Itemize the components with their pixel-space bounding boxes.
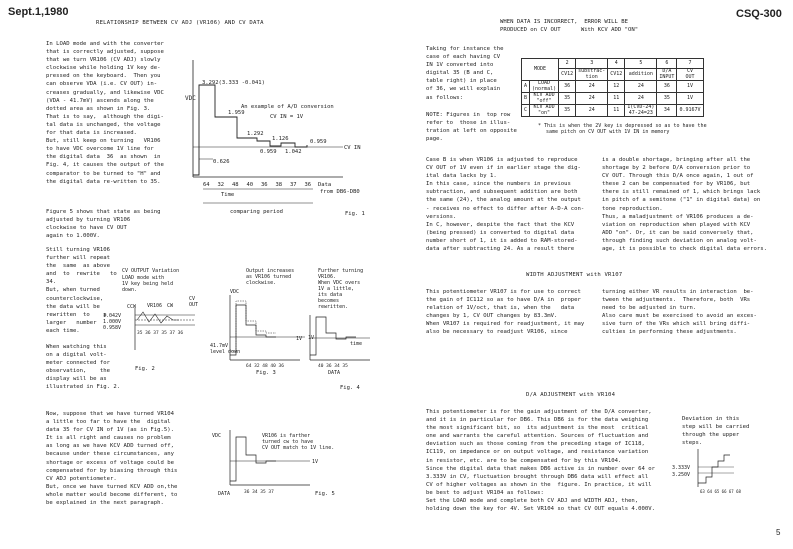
note-paragraph	[426, 111, 517, 143]
text-line: the most significant bit, so its adjustment is the most critical	[426, 425, 649, 432]
fig1-data-label: Data	[318, 182, 332, 188]
fig1-x-label: 37	[290, 182, 297, 188]
text-line: But, when turned	[46, 287, 100, 294]
text-line: NOTE: Figures in top row	[426, 112, 511, 118]
table-footnote-2: same pitch on CV OUT with 1V IN in memory	[546, 129, 670, 135]
th-addition: addition	[625, 69, 657, 81]
text-line: for that data is increased.	[46, 130, 137, 137]
text-line: because under these circumstances, any	[46, 451, 174, 458]
intro-paragraph	[46, 40, 164, 186]
fig4-nums: 40 36 34 35	[318, 364, 348, 369]
th-cv12-b: CV12	[608, 69, 625, 81]
text-line: in resistor, etc. are to be compensated for by this VR104.	[426, 457, 622, 464]
fig1-caption: Fig. 1	[345, 211, 365, 217]
fig1-x-label: 64	[203, 182, 210, 188]
table-cell: 24	[576, 81, 608, 93]
fig5-desc: VR106 is farther turned cw to have CV OUT match to 1V line.	[262, 433, 335, 451]
text-line: versions.	[426, 213, 457, 220]
fig2-caption: Fig. 2	[135, 366, 155, 372]
fig4-time: time	[350, 341, 363, 347]
fig3-caption: Fig. 3	[256, 370, 276, 375]
text-line: IN 1V converted into	[426, 62, 494, 69]
fig1-example-2: CV IN = 1V	[270, 114, 304, 120]
table-row	[522, 105, 704, 117]
text-line: ADD "on". Or, it can be said conversely that,	[602, 229, 754, 236]
fig5-data: DATA	[218, 491, 231, 497]
col-num-3: 4	[608, 59, 625, 69]
text-line: 3.333V in CV, fluctuation brought through DB6 data will effect all	[426, 473, 649, 480]
text-line: tone reproduction.	[602, 205, 663, 212]
fig1-x-label: 36	[261, 182, 268, 188]
text-line: the gain of IC112 so as to have D/A in proper	[426, 297, 581, 304]
page-number: 5	[776, 528, 781, 537]
fig4-1v: 1V	[296, 336, 303, 342]
text-line: - receives no effect to differ after A-D-A con-	[426, 205, 585, 212]
text-line: Still turning VR106	[46, 247, 110, 253]
text-line: through the upper	[682, 432, 740, 439]
text-line: clockwise while holding 1V key de-	[46, 65, 161, 72]
text-line: is a double shortage, bringing after all the	[602, 157, 751, 163]
text-line: again to 1.000V.	[46, 233, 100, 240]
text-line: deviation such as those coming from the preceding stage of IC118,	[426, 441, 645, 448]
text-line: larger number	[46, 319, 97, 326]
case-b-paragraph	[426, 156, 584, 253]
text-line: When VR107 is required for readjustment, it may	[426, 321, 585, 328]
fig1-x-label: 48	[232, 182, 239, 188]
text-line: It is all right and causes no problem	[46, 435, 171, 442]
table-cell: 35	[559, 105, 576, 117]
text-line: comparator to be turned to "H" and	[46, 170, 161, 177]
dev-v1: 3.333V	[672, 465, 691, 471]
text-line: through finding such deviation on analog volt-	[602, 237, 757, 244]
figure-4-further-turning	[270, 305, 380, 395]
fig1-1042: 1.042	[285, 149, 302, 155]
width-adjustment-title: WIDTH ADJUSTMENT with VR107	[526, 272, 623, 278]
fig5-paragraph	[46, 208, 161, 240]
width-left-paragraph	[426, 288, 584, 337]
text-line: turning either VR results in interaction be-	[602, 289, 754, 295]
text-line: as long as we have KCV ADD turned off,	[46, 443, 174, 450]
th-cv12-a: CV12	[559, 69, 576, 81]
text-line: steps.	[682, 440, 703, 447]
text-line: subtraction, and subsequent addition are both	[426, 189, 578, 196]
table-cell: 0.9167V	[677, 105, 703, 117]
fig1-1959: 1.959	[228, 110, 245, 116]
fig3-desc: Output increases as VR106 turned clockwise.	[246, 268, 295, 286]
table-cell: 36	[559, 81, 576, 93]
fig1-1292: 1.292	[247, 131, 264, 137]
table-cell: 24	[625, 81, 657, 93]
text-line: data after subtracting 24. As a result there	[426, 246, 575, 253]
text-line: a little too far to have the digital	[46, 419, 171, 426]
dev-v2: 3.250V	[672, 472, 691, 478]
fig2-nums: 35 36 37 35 37 36	[137, 331, 184, 336]
text-line: observation, the	[46, 368, 110, 375]
th-cv-out: CV OUT	[677, 69, 703, 81]
table-cell: 24	[576, 105, 608, 117]
text-line: changes by 1, CV OUT changes by 83.3mV.	[426, 313, 558, 320]
text-line: digital 35 (B and C,	[426, 70, 494, 77]
text-line: on a digital volt-	[46, 352, 107, 359]
text-line: Figure 5 shows that state as being	[46, 209, 161, 215]
fig4-caption: Fig. 4	[340, 385, 360, 391]
text-line: whole matter would become different, to	[46, 491, 178, 498]
table-cell: 1V	[677, 93, 703, 105]
text-line: tal data is unchanged, the voltage	[46, 121, 161, 128]
text-line: sive turn of the VRs which will bring diffi-	[602, 321, 751, 328]
fig5-1v: 1V	[312, 459, 319, 465]
fig2-desc: LOAD mode with 1V key being held down.	[122, 275, 174, 293]
text-line: the digital data 36 as shown in	[46, 154, 161, 161]
text-line: display will be as	[46, 376, 107, 383]
taking-instance-paragraph	[426, 45, 503, 102]
fig2-title: CV OUTPUT Variation	[122, 268, 180, 274]
figure-1-ad-conversion	[185, 55, 395, 220]
text-line: Case B is when VR106 is adjusted to reproduce	[426, 157, 578, 163]
text-line: Since the digital data that makes DB6 active is in number over 64 or	[426, 465, 656, 472]
text-line: need to be adjusted in turn.	[602, 305, 697, 312]
text-line: and to rewrite to	[46, 271, 117, 278]
text-line: This potentiometer is for the gain adjustment of the D/A converter,	[426, 409, 652, 415]
text-line: one and warrants the careful attention. Sources of fluctuation and	[426, 433, 649, 440]
text-line: CV OUT of 1V even if in earlier stage the dig-	[426, 165, 581, 172]
table-row	[522, 93, 704, 105]
text-line: But, still keep on turning VR106	[46, 138, 161, 145]
fig5-nums: 36 34 35 37	[244, 490, 274, 495]
fig1-1126: 1.126	[272, 136, 289, 142]
text-line: culties in performing these adjustments.	[602, 329, 737, 336]
fig1-example-1: An example of A/D conversion	[241, 104, 334, 110]
figure-2-cv-output	[95, 290, 205, 375]
text-line: 34.	[46, 279, 57, 286]
text-line: there is still remained of 1, which brings lack	[602, 189, 761, 196]
text-line: in pitch of a semitone ("1" in digital data) on	[602, 197, 761, 204]
fig1-x-label: 38	[275, 182, 283, 188]
text-line: page.	[426, 136, 443, 143]
text-line: holding down the key for 4V. Set VR104 so that CV OUT equals 4.000V.	[426, 506, 656, 513]
text-line: (VDA - 41.7mV) ascends along the	[46, 97, 154, 104]
text-line: illustrated in Fig. 2.	[46, 384, 121, 391]
text-line: Fig. 4, it causes the output of the	[46, 162, 164, 169]
table-cell: 24	[625, 93, 657, 105]
th-mode: MODE	[522, 59, 559, 81]
fig3-vdc: VDC	[230, 289, 240, 295]
text-line: pressed on the keyboard. Then you	[46, 73, 161, 80]
text-line: ital data lacks by 1.	[426, 173, 497, 180]
case-c-paragraph	[602, 156, 767, 253]
fig2-cv-out: CV OUT	[189, 296, 199, 308]
table-cell: C	[522, 105, 530, 117]
deviation-paragraph	[682, 415, 749, 447]
width-right-paragraph	[602, 288, 757, 337]
date-header: Sept.1,1980	[8, 6, 69, 18]
text-line: Taking for instance the	[426, 46, 504, 52]
table-cell: LOAD (normal)	[530, 81, 559, 93]
table-cell: KCV ADD "on"	[530, 105, 559, 117]
text-line: tration at left on opposite	[426, 128, 517, 135]
fig1-period: comparing period	[230, 209, 283, 215]
text-line: be explained in the next paragraph.	[46, 500, 164, 507]
table-cell: B	[522, 93, 530, 105]
text-line: that we turn VR106 (CV ADJ) slowly	[46, 57, 161, 64]
fig1-0626: 0.626	[213, 159, 230, 165]
fig2-cw: CW	[167, 303, 174, 309]
text-line: In this case, since the numbers in previous	[426, 181, 571, 188]
text-line: number short of 1, it is added to RAM-stored-	[426, 237, 578, 244]
text-line: relation of 1V/oct, that is, when the data	[426, 305, 575, 312]
text-line: When watching this	[46, 344, 107, 350]
text-line: Set the LOAD mode and complete both CV ADJ and WIDTH ADJ, then,	[426, 498, 639, 505]
figure-5-cw-match	[200, 425, 350, 500]
fig2-vr106: VR106	[147, 303, 163, 309]
table-cell: 1V	[677, 81, 703, 93]
table-row	[522, 81, 704, 93]
text-line: clockwise to have CV OUT	[46, 225, 127, 232]
fig2-v3: 0.958V	[103, 325, 122, 331]
text-line: adjusted by turning VR106	[46, 217, 131, 224]
text-line: In LOAD mode and with the converter	[46, 41, 164, 47]
text-line: In C, however, despite the fact that the KCV	[426, 221, 575, 228]
text-line: Deviation in this	[682, 416, 740, 422]
text-line: of 36, we will explain	[426, 86, 501, 93]
left-page-title: RELATIONSHIP BETWEEN CV ADJ (VR106) AND CV DATA	[96, 20, 264, 26]
text-line: counterclockwise,	[46, 295, 104, 302]
text-line: that is correctly adjusted, suppose	[46, 49, 164, 56]
fig4-data: DATA	[328, 370, 341, 376]
fig1-top-value: 3.292(3.333 -0.041)	[202, 80, 265, 86]
table-cell: 34	[657, 105, 677, 117]
text-line: This potentiometer VR107 is for use to correct	[426, 289, 581, 295]
text-line: can observe VDA (i.e. CV OUT) in-	[46, 81, 158, 88]
deviation-figure	[672, 447, 747, 497]
table-footnote-1: * This is when the 2V key is depressed so as to have the	[538, 123, 707, 129]
da-paragraph	[426, 408, 655, 513]
text-line: dotted area as shown in Fig. 3.	[46, 105, 151, 112]
fig3-level: 41.7mV level down	[210, 343, 241, 355]
text-line: viation on reproduction when played with KCV	[602, 221, 751, 228]
text-line: compensated for by biasing through this	[46, 467, 178, 474]
table-cell: 12	[608, 81, 625, 93]
table-cell: 11	[608, 105, 625, 117]
table-cell: 11	[608, 93, 625, 105]
dev-nums: 63 64 65 66 67 68	[700, 489, 741, 494]
title-line: PRODUCED on CV OUT With KCV ADD "ON"	[500, 27, 639, 34]
table-cell: 35	[657, 93, 677, 105]
table-cell: KCV ADD "off"	[530, 93, 559, 105]
text-line: shortage or excess of voltage could be	[46, 459, 174, 466]
table-cell: 35	[559, 93, 576, 105]
fig1-x-label: 40	[246, 182, 254, 188]
text-line: meter connected for	[46, 360, 110, 367]
model-header: CSQ-300	[736, 8, 782, 20]
text-line: refer to those in illus-	[426, 120, 511, 127]
fig1-data-source: from DB6-DB0	[320, 189, 360, 195]
fig1-x-label: 32	[217, 182, 225, 188]
text-line: the data will be	[46, 303, 100, 310]
text-line: the same (24), the analog amount at the output	[426, 197, 581, 204]
text-line: That is to say, although the digi-	[46, 113, 164, 120]
fig2-v2: 1.000V	[103, 319, 122, 325]
col-num-2: 3	[576, 59, 608, 69]
text-line: also be necessary to readjust VR106, since	[426, 329, 568, 336]
fig1-x-label: 36	[304, 182, 312, 188]
col-num-4: 5	[625, 59, 657, 69]
text-line: the same as above	[46, 263, 110, 270]
table-cell: A	[522, 81, 530, 93]
text-line: IC119, on impedance or on output voltage, and resistance variation	[426, 449, 649, 456]
text-line: CV ADJ potentiometer.	[46, 475, 117, 482]
table-cell: 24	[576, 93, 608, 105]
th-da-input: D/A INPUT	[657, 69, 677, 81]
title-line: WHEN DATA IS INCORRECT, ERROR WILL BE	[500, 19, 628, 25]
col-num-1: 2	[559, 59, 576, 69]
text-line: each time.	[46, 327, 80, 334]
text-line: and it is in particular for DB6. This DB6 is for the data weighing	[426, 417, 649, 424]
da-adjustment-title: D/A ADJUSTMENT with VR104	[526, 392, 616, 398]
bottom-paragraph	[46, 410, 177, 507]
fig3-data: 64 32 48 40 36	[246, 364, 284, 369]
text-line: tween the adjustments. Therefore, both VRs	[602, 297, 751, 304]
text-line: be best to adjust VR104 as follows:	[426, 489, 544, 496]
table-cell: 36	[657, 81, 677, 93]
text-line: shortage by 2 before D/A conversion prior to	[602, 165, 751, 172]
text-line: further will repeat	[46, 255, 110, 262]
col-num-5: 6	[657, 59, 677, 69]
fig1-cv-in: CV IN	[344, 145, 361, 151]
fig5-caption: Fig. 5	[315, 491, 335, 497]
text-line: step will be carried	[682, 424, 750, 431]
text-line: Now, suppose that we have turned VR104	[46, 411, 174, 417]
text-line: But, once we have turned KCV ADD on,the	[46, 483, 178, 490]
table-cell: 1(CVD-24) 47-24=23	[625, 105, 657, 117]
fig1-0959b: 0.959	[310, 139, 327, 145]
fig5-vdc: VDC	[212, 433, 222, 439]
text-line: these 2 can be compensated for by VR106, but	[602, 181, 751, 188]
right-page-title	[500, 18, 638, 34]
text-line: case of each having CV	[426, 54, 501, 61]
text-line: data 35 for CV IN of 1V (as in Fig.5).	[46, 427, 174, 434]
fig1-0959a: 0.959	[260, 149, 277, 155]
text-line: age, it is possible to check digital data errors.	[602, 246, 768, 253]
fig1-time: Time	[221, 192, 235, 198]
text-line: table right) in place	[426, 78, 497, 85]
text-line: CV OUT. Through this D/A once again, 1 out of	[602, 173, 754, 180]
text-line: Thus, a maladjustment of VR106 produces a de-	[602, 213, 754, 220]
text-line: creases gradually, and likewise VDC	[46, 89, 164, 96]
text-line: the digital data re-written to 35.	[46, 178, 161, 185]
text-line: Also care must be exercised to avoid an exces-	[602, 313, 757, 320]
col-num-6: 7	[677, 59, 703, 69]
fig2-v1: 1.042V	[103, 313, 122, 319]
text-line: (being pressed) is converted to digital data	[426, 229, 575, 236]
fig4-desc: Further turning VR106. When VDC overs 1V a little, its data becomes rewritten.	[318, 268, 364, 310]
fig2-ccw: CCW	[127, 304, 137, 310]
text-line: CV of higher voltages as shown in the figure. In practice, it will	[426, 481, 652, 488]
text-line: rewritten to a	[46, 311, 107, 318]
text-line: to have VDC overcome 1V line for	[46, 146, 154, 153]
fig3-1v: 1V	[308, 335, 315, 341]
fig1-vdc-label: VDC	[185, 95, 196, 102]
conversion-table	[521, 58, 704, 117]
text-line: as follows:	[426, 94, 464, 101]
th-substraction: substrac- tion	[576, 69, 608, 81]
